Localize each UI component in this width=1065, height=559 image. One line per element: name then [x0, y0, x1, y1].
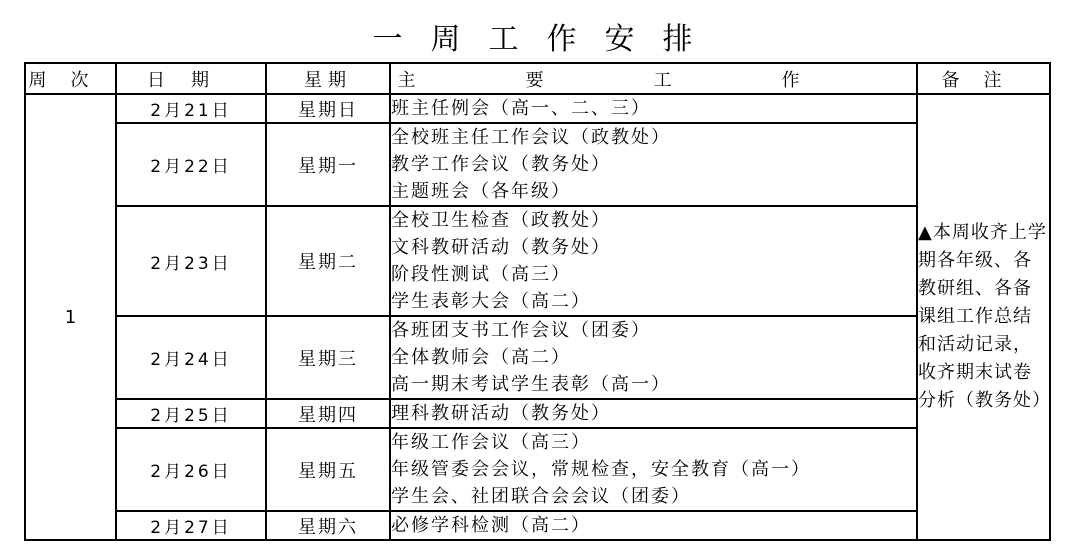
page-title: 一周工作安排	[372, 22, 721, 57]
tasks-cell	[390, 511, 917, 540]
task-item: 学生会、社团联合会会议（团委）	[391, 486, 691, 507]
date-cell: 2月23日	[116, 206, 266, 316]
date-cell: 2月26日	[116, 428, 266, 511]
weekday-cell: 星期日	[266, 94, 390, 123]
table-row	[25, 316, 1050, 399]
header-week: 周次	[25, 63, 116, 94]
table-row	[25, 94, 1050, 123]
tasks-cell	[390, 316, 917, 399]
task-item: 必修学科检测（高二）	[391, 515, 591, 536]
tasks-cell	[390, 399, 917, 428]
task-item: 全校班主任工作会议（政教处）	[391, 127, 671, 148]
task-item: 文科教研活动（教务处）	[391, 237, 611, 258]
header-work: 主要工作	[390, 63, 917, 94]
schedule-table	[24, 62, 1051, 541]
table-row	[25, 511, 1050, 540]
weekday-cell: 星期六	[266, 511, 390, 540]
table-row	[25, 123, 1050, 206]
task-item: 教学工作会议（教务处）	[391, 154, 611, 175]
date-cell: 2月27日	[116, 511, 266, 540]
table-row	[25, 428, 1050, 511]
task-item: 阶段性测试（高三）	[391, 264, 571, 285]
task-item: 主题班会（各年级）	[391, 181, 571, 202]
header-remark: 备注	[917, 63, 1050, 94]
weekday-cell: 星期五	[266, 428, 390, 511]
header-date: 日期	[116, 63, 266, 94]
task-item: 全体教师会（高二）	[391, 347, 571, 368]
tasks-cell	[390, 94, 917, 123]
weekday-cell: 星期二	[266, 206, 390, 316]
date-cell: 2月21日	[116, 94, 266, 123]
weekday-cell: 星期三	[266, 316, 390, 399]
table-row	[25, 206, 1050, 316]
date-cell: 2月25日	[116, 399, 266, 428]
task-item: 班主任例会（高一、二、三）	[391, 98, 651, 119]
tasks-cell	[390, 123, 917, 206]
task-item: 年级管委会会议，常规检查，安全教育（高一）	[391, 459, 811, 480]
task-item: 全校卫生检查（政教处）	[391, 210, 611, 231]
task-item: 高一期末考试学生表彰（高一）	[391, 374, 671, 395]
header-row	[25, 63, 1050, 94]
tasks-cell	[390, 428, 917, 511]
date-cell: 2月24日	[116, 316, 266, 399]
task-item: 学生表彰大会（高二）	[391, 291, 591, 312]
week-number: 1	[25, 94, 116, 540]
task-item: 年级工作会议（高三）	[391, 432, 591, 453]
header-weekday: 星期	[266, 63, 390, 94]
task-item: 理科教研活动（教务处）	[391, 403, 611, 424]
date-cell: 2月22日	[116, 123, 266, 206]
tasks-cell	[390, 206, 917, 316]
table-row	[25, 399, 1050, 428]
remark-text: ▲本周收齐上学期各年级、各教研组、各备课组工作总结和活动记录，收齐期末试卷分析（教务处）	[918, 222, 1051, 411]
remark-cell	[917, 94, 1050, 540]
task-item: 各班团支书工作会议（团委）	[391, 320, 651, 341]
weekday-cell: 星期一	[266, 123, 390, 206]
weekday-cell: 星期四	[266, 399, 390, 428]
